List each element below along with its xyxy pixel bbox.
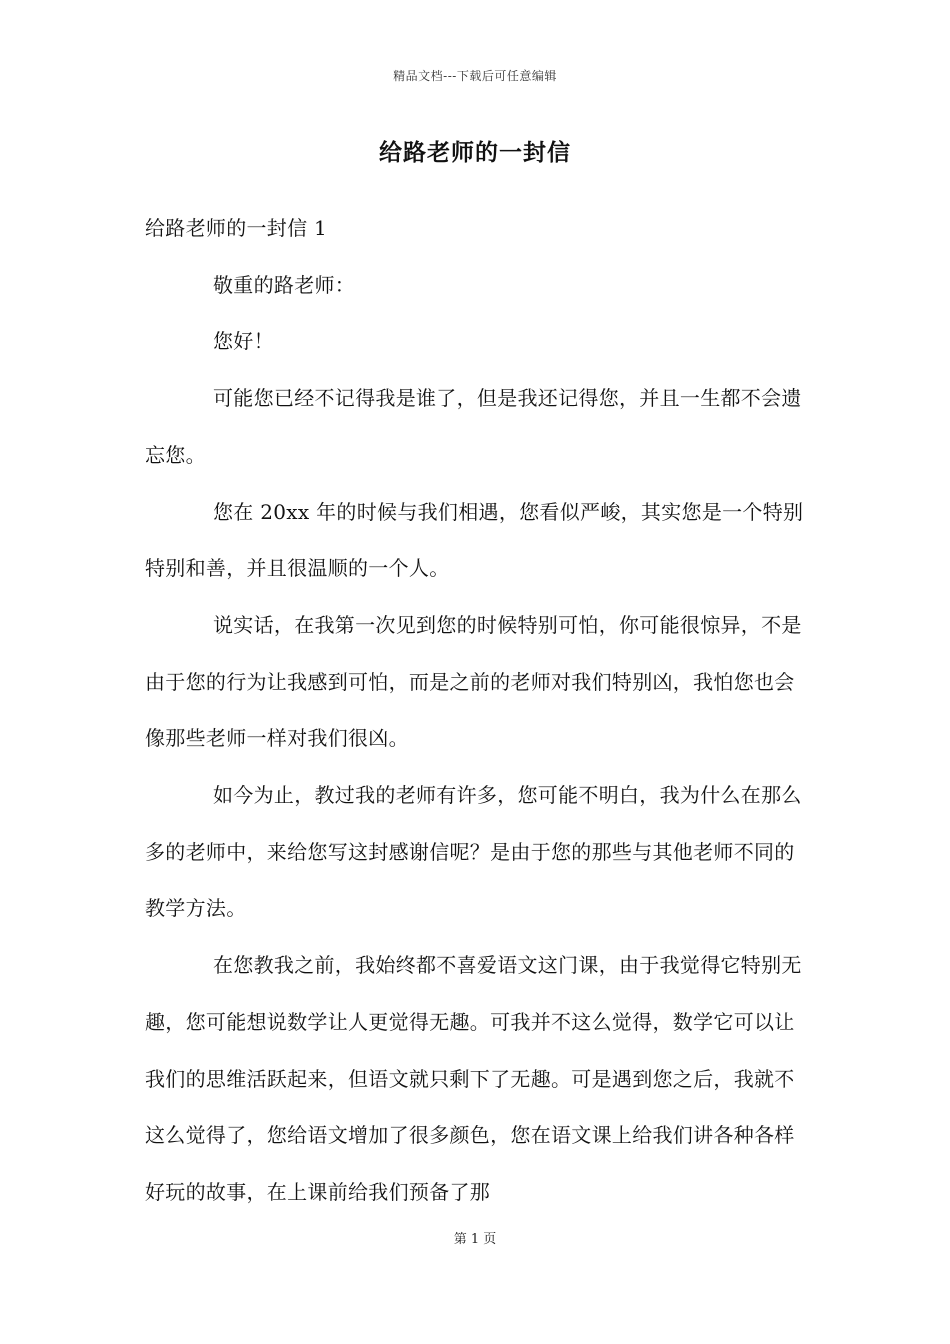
- salutation: 敬重的路老师：: [213, 272, 356, 297]
- body-paragraph: 您在 20xx 年的时候与我们相遇，您看似严峻，其实您是一个特别特别和善，并且很温顺的一个人。: [145, 499, 804, 581]
- body-paragraph: 如今为止，教过我的老师有许多，您可能不明白，我为什么在那么多的老师中，来给您写这封感谢信呢？是由于您的那些与其他老师不同的教学方法。: [145, 783, 802, 921]
- body-paragraph: 说实话，在我第一次见到您的时候特别可怕，你可能很惊异，不是由于您的行为让我感到可怕，而是之前的老师对我们特别凶，我怕您也会像那些老师一样对我们很凶。: [145, 612, 802, 751]
- document-body: [145, 200, 810, 1221]
- body-paragraph: 可能您已经不记得我是谁了，但是我还记得您，并且一生都不会遗忘您。: [145, 386, 802, 467]
- page-number: 第 1 页: [453, 1232, 497, 1247]
- body-paragraph: 在您教我之前，我始终都不喜爱语文这门课，由于我觉得它特别无趣，您可能想说数学让人更觉得无趣。可我并不这么觉得，数学它可以让我们的思维活跃起来，但语文就只剩下了无趣。可是遇到您之后，我就不这么觉得了，您给语文增加了很多颜色，您在语文课上给我们讲各种各样好玩的故事，在上课前给我们预备了那: [145, 953, 802, 1204]
- greeting: 您好！: [213, 329, 274, 354]
- header-note: 精品文档---下载后可任意编辑: [393, 69, 557, 83]
- section-subtitle: 给路老师的一封信 1: [145, 216, 328, 240]
- document-title: 给路老师的一封信: [379, 139, 571, 166]
